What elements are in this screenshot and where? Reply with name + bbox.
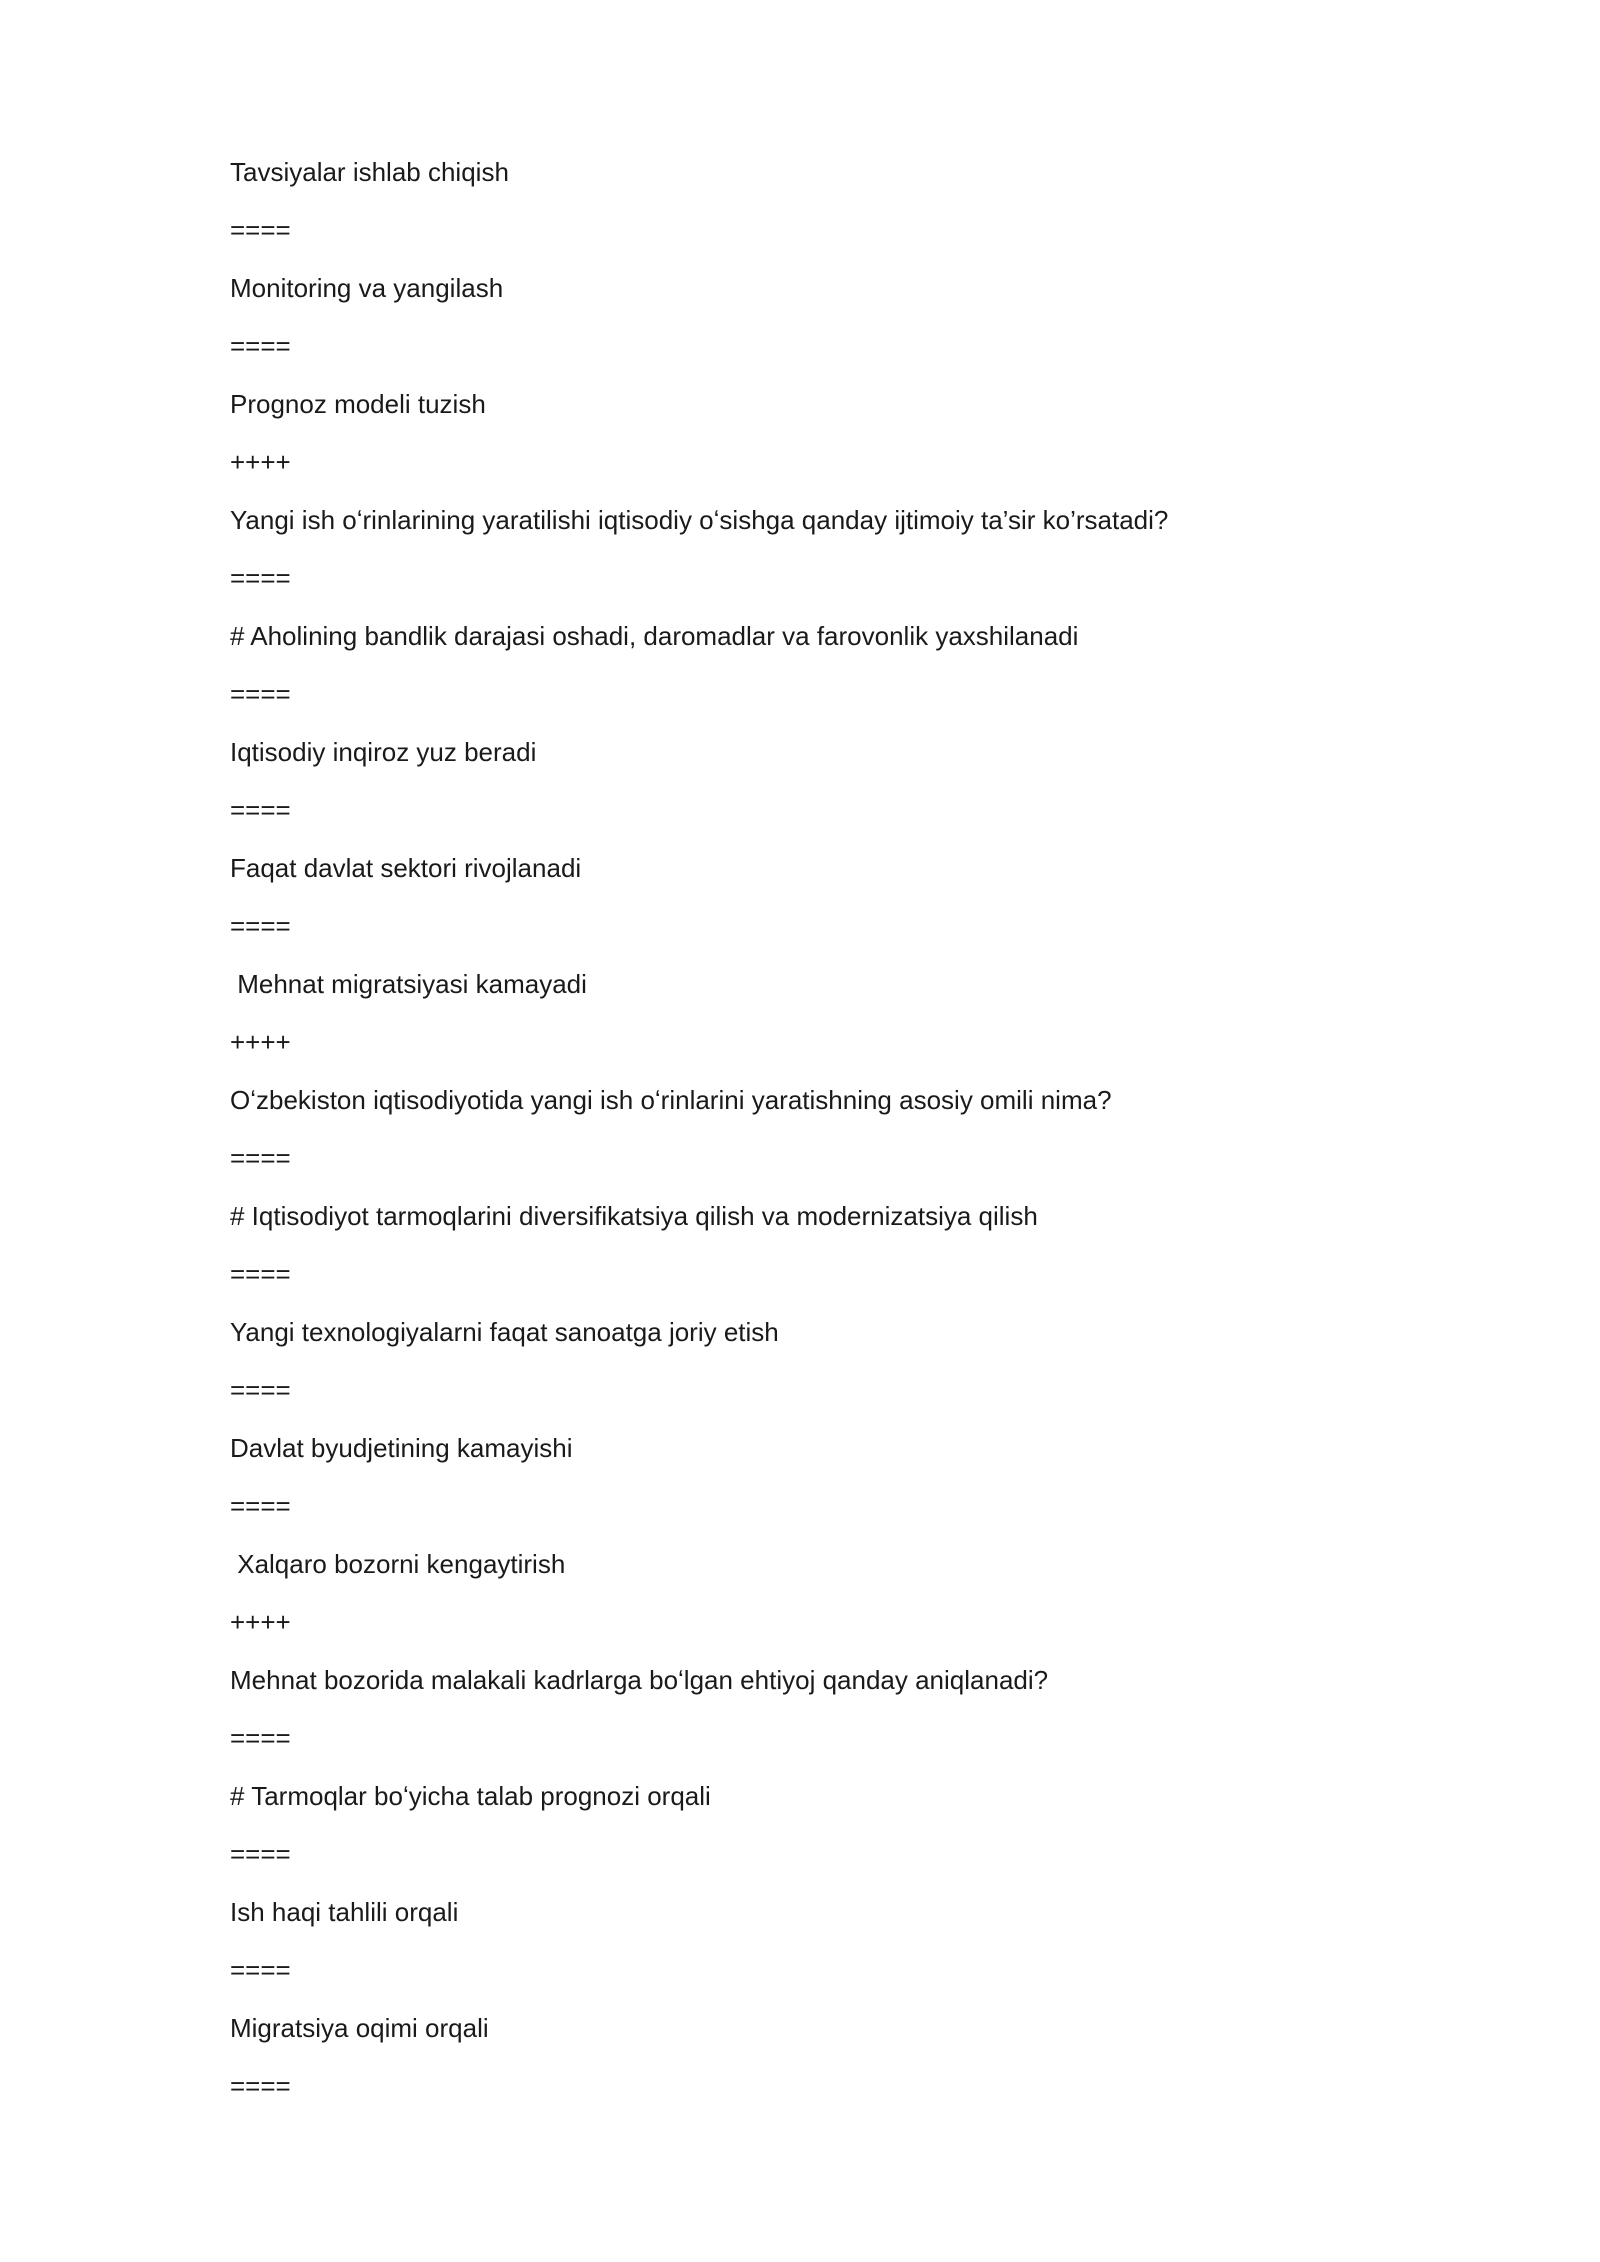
answer-option: Ish haqi tahlili orqali <box>230 1897 459 1927</box>
separator-line: ==== <box>230 1143 291 1173</box>
separator-line: ==== <box>230 1723 291 1753</box>
correct-answer: # Tarmoqlar boʻyicha talab prognozi orqali <box>230 1781 711 1811</box>
separator-line: ==== <box>230 563 291 593</box>
separator-line: ==== <box>230 1491 291 1521</box>
document-body <box>230 152 1430 2124</box>
correct-answer: # Aholining bandlik darajasi oshadi, daromadlar va farovonlik yaxshilanadi <box>230 621 1079 651</box>
text-line: Prognoz modeli tuzish <box>230 389 486 419</box>
answer-option: Faqat davlat sektori rivojlanadi <box>230 853 582 883</box>
separator-line: ==== <box>230 331 291 361</box>
separator-line: ==== <box>230 1955 291 1985</box>
question-text: Mehnat bozorida malakali kadrlarga boʻlgan ehtiyoj qanday aniqlanadi? <box>230 1665 1049 1695</box>
question-separator: ++++ <box>230 1027 291 1057</box>
answer-option: Davlat byudjetining kamayishi <box>230 1433 573 1463</box>
separator-line: ==== <box>230 911 291 941</box>
separator-line: ==== <box>230 1259 291 1289</box>
text-line: Tavsiyalar ishlab chiqish <box>230 157 509 187</box>
question-text: Yangi ish oʻrinlarining yaratilishi iqtisodiy oʻsishga qanday ijtimoiy ta’sir ko’rsatadi? <box>230 505 1169 535</box>
answer-option: Iqtisodiy inqiroz yuz beradi <box>230 737 537 767</box>
separator-line: ==== <box>230 679 291 709</box>
separator-line: ==== <box>230 1839 291 1869</box>
answer-option: Mehnat migratsiyasi kamayadi <box>230 969 587 999</box>
answer-option: Migratsiya oqimi orqali <box>230 2013 489 2043</box>
separator-line: ==== <box>230 2071 291 2101</box>
answer-option: Yangi texnologiyalarni faqat sanoatga joriy etish <box>230 1317 779 1347</box>
separator-line: ==== <box>230 215 291 245</box>
correct-answer: # Iqtisodiyot tarmoqlarini diversifikatsiya qilish va modernizatsiya qilish <box>230 1201 1038 1231</box>
question-text: Oʻzbekiston iqtisodiyotida yangi ish oʻrinlarini yaratishning asosiy omili nima? <box>230 1085 1112 1115</box>
text-line: Monitoring va yangilash <box>230 273 504 303</box>
separator-line: ==== <box>230 1375 291 1405</box>
answer-option: Xalqaro bozorni kengaytirish <box>230 1549 566 1579</box>
question-separator: ++++ <box>230 447 291 477</box>
separator-line: ==== <box>230 795 291 825</box>
question-separator: ++++ <box>230 1607 291 1637</box>
